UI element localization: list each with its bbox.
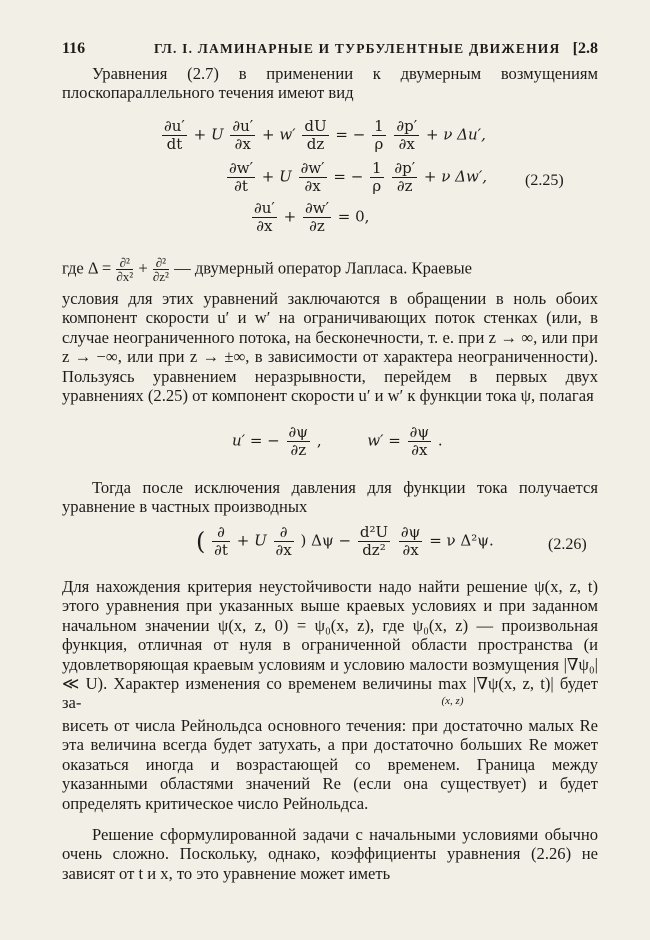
page-number: 116: [62, 40, 86, 57]
equation-number-2-26: (2.26): [548, 536, 587, 553]
running-header: [62, 40, 598, 62]
intro-paragraph: Уравнения (2.7) в применении к двумерным возмущениям плоскопараллельного течения имеют вид: [62, 64, 598, 103]
stream-function-equation: u′ = − $\frac{\partial\psi}{\partial z}$ , w′ = $\frac{\partial\psi}{\partial x}$ .: [232, 423, 443, 459]
pressure-elimination-paragraph: Тогда после исключения давления для функции тока получается уравнение в частных производных: [62, 478, 598, 517]
chapter-title: ГЛ. I. ЛАМИНАРНЫЕ И ТУРБУЛЕНТНЫЕ ДВИЖЕНИЯ: [154, 41, 561, 56]
solution-paragraph: Решение сформулированной задачи с начальными условиями обычно очень сложно. Поскольку, однако, коэффициенты уравнения (2.26) не зависят от t и x, то это уравнение может иметь: [62, 825, 598, 883]
equation-2-26: ( $\frac{\partial}{\partial t}$ + U $\frac{\partial}{\partial x}$ ) Δψ − $\frac{\text{d²U}}{\text{dz²}}$ $\frac{\partial\psi}{\partial x}$ = ν Δ²ψ.: [196, 523, 494, 559]
equation-2-25-line-3: $\frac{\partial u'}{\partial x}$ + $\frac{\partial w'}{\partial z}$ = 0,: [254, 199, 370, 235]
max-operator: max (x, z): [438, 674, 467, 708]
equation-2-25-line-1: $\frac{\partial u'}{dt}$ + U $\frac{\partial u'}{\partial x}$ + w′ $\frac{dU}{dz}$ = − $\frac{1}{\rho}$ $\frac{\partial p'}{\partial x}$ + ν Δu′,: [164, 117, 486, 153]
equation-number-2-25: (2.25): [525, 172, 564, 189]
laplace-line: где Δ = $\frac{\text{∂²}}{\text{∂x²}}$ + $\frac{\text{∂²}}{\text{∂z²}}$ — двумерный оператор Лапласа. Краевые: [62, 255, 473, 284]
reynolds-paragraph: висеть от числа Рейнольдса основного течения: при достаточно малых Re эта величина всегда будет затухать, а при достаточно больших Re может оказаться иногда и возрастающей со временем. Граница между указанными областями значений Re (если она существует) и будет определять критическое число Рейнольдса.: [62, 716, 598, 813]
boundary-conditions-paragraph: условия для этих уравнений заключаются в обращении в ноль обоих компонент скорости u′ и w′ на ограничивающих поток стенках (или, в случае неограниченного потока, на бесконечности, т. е. при z → ∞, или при z → −∞, или при z → ±∞, в зависимости от характера неограниченности). Пользуясь уравнением неразрывности, перейдем в первых двух уравнениях (2.25) от компонент скорости u′ и w′ к функции тока ψ, полагая: [62, 289, 598, 406]
equation-2-25-line-2: $\frac{\partial w'}{\partial t}$ + U $\frac{\partial w'}{\partial x}$ = − $\frac{1}{\rho}$ $\frac{\partial p'}{\partial z}$ + ν Δw′,: [229, 159, 487, 195]
instability-criterion-paragraph: Для нахождения критерия неустойчивости надо найти решение ψ(x, z, t) этого уравнения при указанных выше краевых условиях и при заданном начальном значении ψ(x, z, 0) = ψ₀(x, z), где ψ₀(x, z) — произвольная функция, отличная от нуля в ограниченной области пространства (и удовлетворяющая краевым условиям и условию малости возмущения |∇ψ₀| ≪ U). Характер изменения со временем величины max (x, z) |∇ψ(x, z, t)| будет за-: [62, 577, 599, 713]
section-number: [2.8: [572, 40, 598, 57]
